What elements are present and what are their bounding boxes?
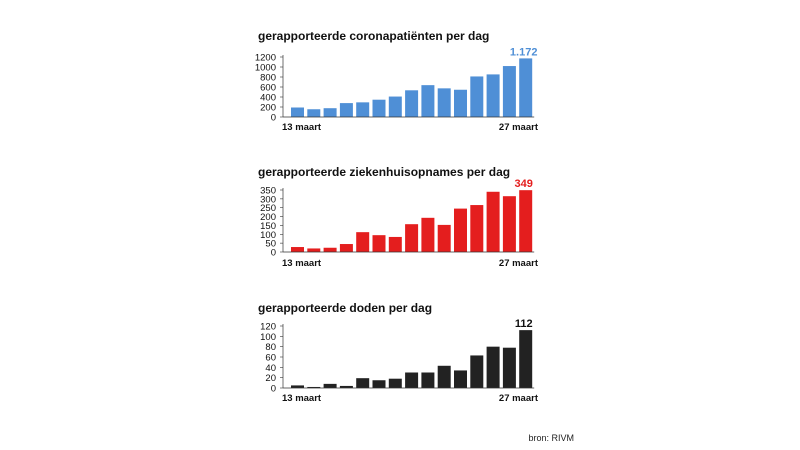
bar [405,224,418,252]
bar [438,88,451,117]
y-tick-label: 60 [265,352,276,364]
bar [438,366,451,388]
bar [356,102,369,117]
bar [291,247,304,252]
bar [405,373,418,389]
x-start-label: 13 maart [282,393,322,404]
bar [519,190,532,252]
bar [438,225,451,252]
y-tick-label: 1000 [254,62,276,74]
bar [421,373,434,389]
bar [503,196,516,252]
bar [307,248,320,252]
bar [503,66,516,117]
last-value-label: 112 [514,318,533,331]
bar [421,85,434,117]
bar [373,100,386,117]
y-tick-label: 150 [260,220,276,232]
bar [356,232,369,252]
bar [389,237,402,252]
y-tick-label: 200 [260,212,276,224]
bar [389,379,402,388]
y-tick-label: 0 [270,112,276,124]
last-value-label: 1.172 [509,46,538,59]
y-tick-label: 600 [260,82,276,94]
bar [324,384,337,388]
bar [470,76,483,117]
bar [470,355,483,388]
bar [487,74,500,117]
chart-title: gerapporteerde coronapatiënten per dag [258,29,490,43]
y-tick-label: 100 [260,229,276,241]
bar [291,108,304,118]
y-tick-label: 40 [265,362,276,374]
y-tick-label: 300 [260,194,276,206]
y-tick-label: 0 [270,383,276,395]
source-label: bron: RIVM [528,433,574,443]
x-end-label: 27 maart [498,393,538,404]
chart-1 [255,29,539,133]
bar [373,235,386,252]
last-value-label: 349 [514,178,533,191]
y-tick-label: 20 [265,373,276,385]
y-tick-label: 400 [260,92,276,104]
bar [356,378,369,388]
bar [454,209,467,252]
y-tick-label: 350 [260,185,276,197]
bar [503,348,516,388]
y-tick-label: 80 [265,342,276,354]
bar [324,248,337,252]
x-start-label: 13 maart [282,122,322,133]
chart-3 [258,301,539,404]
bar [519,330,532,388]
bar [454,90,467,117]
bar [389,97,402,117]
bar [324,108,337,117]
x-start-label: 13 maart [282,258,322,269]
y-tick-label: 800 [260,72,276,84]
bar [340,244,353,252]
y-tick-label: 1200 [254,52,276,64]
y-tick-label: 50 [265,238,276,250]
y-tick-label: 120 [260,321,276,333]
bar [454,370,467,388]
bar [307,109,320,117]
bar [340,103,353,117]
chart-title: gerapporteerde ziekenhuisopnames per dag [258,165,511,179]
y-tick-label: 100 [260,331,276,343]
bar [373,380,386,388]
bar [470,205,483,252]
bar [421,218,434,252]
y-tick-label: 250 [260,203,276,215]
x-end-label: 27 maart [498,122,538,133]
y-tick-label: 200 [260,102,276,114]
y-tick-label: 0 [270,247,276,259]
chart-2 [258,165,539,269]
x-end-label: 27 maart [498,258,538,269]
chart-title: gerapporteerde doden per dag [258,301,433,315]
bar [405,90,418,117]
bar [487,347,500,388]
bar [519,58,532,117]
bar [487,192,500,252]
